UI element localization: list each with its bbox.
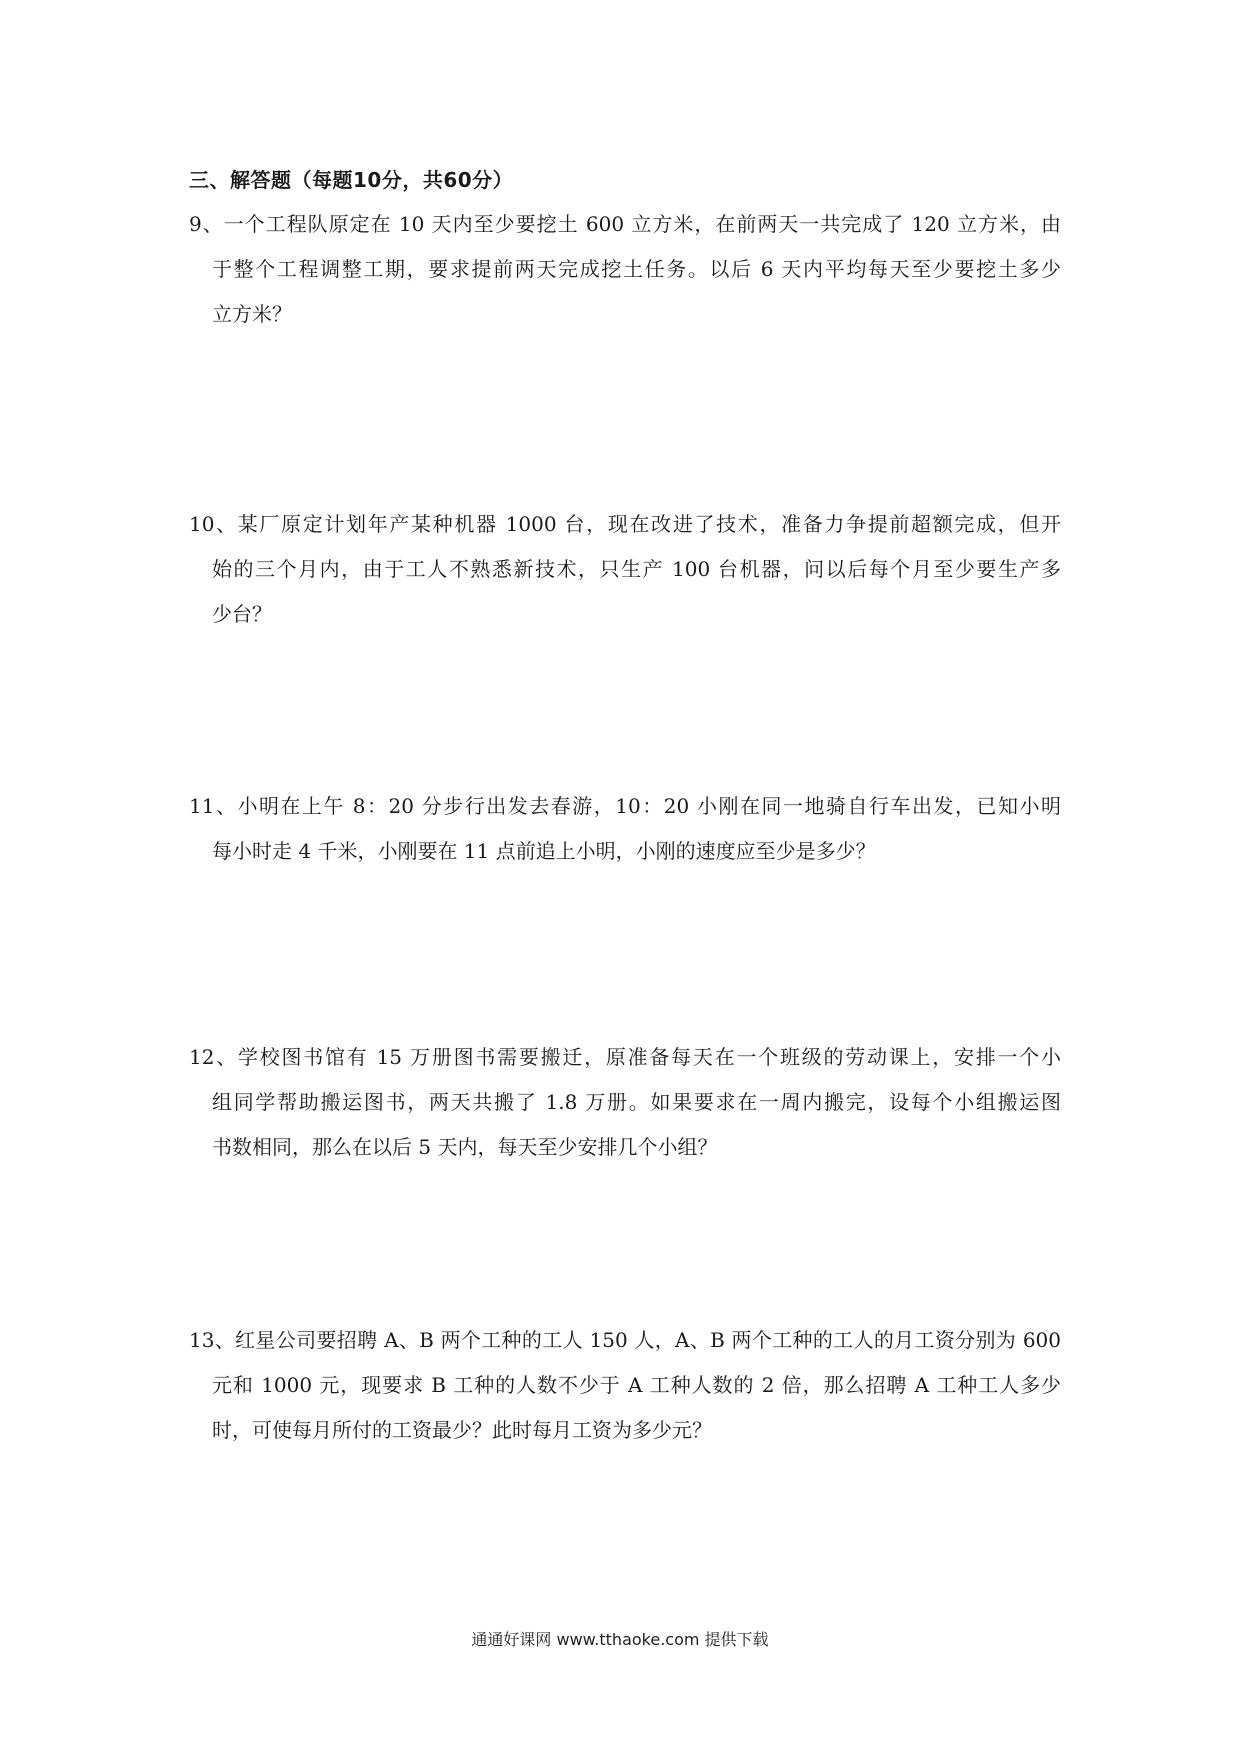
question-line: 每小时走 4 千米，小刚要在 11 点前追上小明，小刚的速度应至少是多少？ <box>212 839 876 863</box>
page-footer: 通通好课网 www.tthaoke.com 提供下载 <box>471 1630 769 1649</box>
question-line: 少台？ <box>212 602 272 626</box>
question-10 <box>189 502 1061 637</box>
question-9 <box>189 202 1061 337</box>
question-12 <box>189 1035 1061 1170</box>
question-line: 13、红星公司要招聘 A、B 两个工种的工人 150 人，A、B 两个工种的工人的月工资分别为 600 <box>189 1328 1061 1352</box>
question-13 <box>189 1318 1061 1453</box>
question-line: 组同学帮助搬运图书，两天共搬了 1.8 万册。如果要求在一周内搬完，设每个小组搬运图 <box>212 1090 1061 1114</box>
question-line: 元和 1000 元，现要求 B 工种的人数不少于 A 工种人数的 2 倍，那么招聘 A 工种工人多少 <box>212 1373 1061 1397</box>
question-line: 立方米？ <box>212 302 292 326</box>
question-line: 9、一个工程队原定在 10 天内至少要挖土 600 立方米，在前两天一共完成了 120 立方米，由 <box>189 212 1061 236</box>
question-11 <box>189 784 1061 874</box>
question-line: 始的三个月内，由于工人不熟悉新技术，只生产 100 台机器，问以后每个月至少要生产多 <box>212 557 1061 581</box>
question-line: 时，可使每月所付的工资最少？此时每月工资为多少元？ <box>212 1418 712 1442</box>
question-line: 书数相同，那么在以后 5 天内，每天至少安排几个小组？ <box>212 1135 718 1159</box>
question-line: 10、某厂原定计划年产某种机器 1000 台，现在改进了技术，准备力争提前超额完成，但开 <box>189 512 1061 536</box>
question-line: 12、学校图书馆有 15 万册图书需要搬迁，原准备每天在一个班级的劳动课上，安排一个小 <box>189 1045 1061 1069</box>
section-title: 三、解答题（每题10分，共60分） <box>189 168 514 192</box>
question-line: 11、小明在上午 8：20 分步行出发去春游，10：20 小刚在同一地骑自行车出发，已知小明 <box>189 794 1061 818</box>
question-line: 于整个工程调整工期，要求提前两天完成挖土任务。以后 6 天内平均每天至少要挖土多少 <box>212 257 1061 281</box>
